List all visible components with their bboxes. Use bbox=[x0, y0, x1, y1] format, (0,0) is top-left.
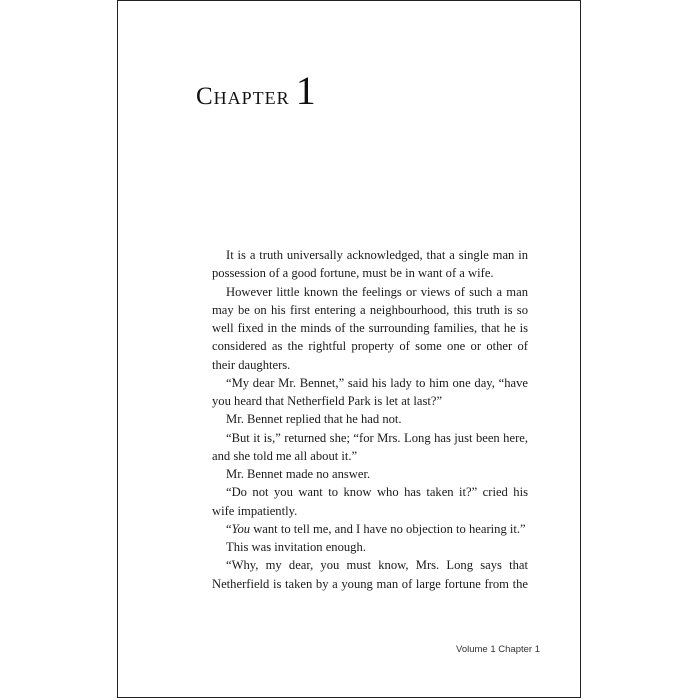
paragraph bbox=[212, 520, 528, 538]
book-page bbox=[117, 0, 581, 698]
chapter-number: 1 bbox=[295, 68, 316, 113]
paragraph-text: want to tell me, and I have no objection to hearing it.” bbox=[250, 521, 526, 536]
chapter-heading bbox=[196, 67, 316, 114]
emphasized-word: You bbox=[231, 521, 251, 536]
paragraph: “Do not you want to know who has taken it?” cried his wife impatiently. bbox=[212, 485, 528, 518]
paragraph: Mr. Bennet replied that he had not. bbox=[226, 412, 402, 427]
paragraph: “But it is,” returned she; “for Mrs. Long has just been here, and she told me all about it.” bbox=[212, 430, 528, 463]
paragraph: However little known the feelings or views of such a man may be on his first entering a neighbourhood, this truth is so well fixed in the minds of the surrounding families, that he is considered as the rightful property of some one or other of their daughters. bbox=[212, 284, 528, 372]
paragraph: “My dear Mr. Bennet,” said his lady to him one day, “have you heard that Netherfield Park is let at last?” bbox=[212, 375, 528, 408]
paragraph: It is a truth universally acknowledged, that a single man in possession of a good fortune, must be in want of a wife. bbox=[212, 248, 528, 281]
chapter-word: Chapter bbox=[196, 83, 290, 110]
running-footer: Volume 1 Chapter 1 bbox=[456, 644, 540, 655]
opening-quote: “ bbox=[226, 521, 232, 536]
paragraph: “Why, my dear, you must know, Mrs. Long says that Netherfield is taken by a young man of large fortune from the bbox=[212, 558, 528, 591]
paragraph: Mr. Bennet made no answer. bbox=[226, 467, 371, 481]
chapter-body bbox=[212, 246, 528, 593]
paragraph: This was invitation enough. bbox=[226, 540, 366, 554]
